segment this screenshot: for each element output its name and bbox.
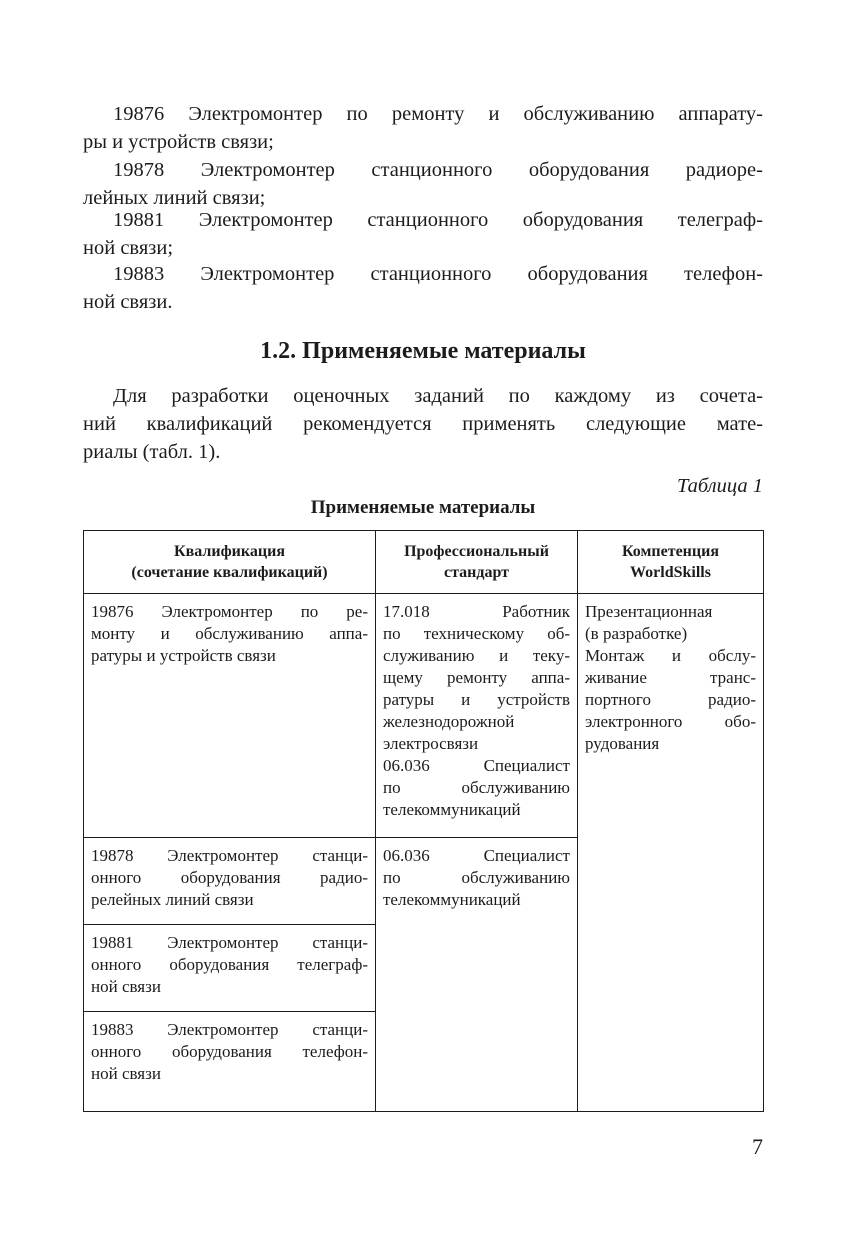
cell-line: электронного обо- bbox=[585, 712, 756, 731]
header-standard bbox=[376, 531, 578, 594]
cell-line: ной связи bbox=[91, 977, 161, 996]
header-competence-line2: WorldSkills bbox=[630, 564, 711, 581]
cell-line: 06.036 Специалист bbox=[383, 846, 570, 865]
header-standard-line2: стандарт bbox=[443, 564, 509, 581]
cell-line: 19878 Электромонтер станци- bbox=[91, 846, 368, 865]
cell-line: электросвязи bbox=[383, 734, 479, 753]
table-header-row bbox=[84, 531, 764, 594]
cell-line: щему ремонту аппа- bbox=[383, 668, 570, 687]
cell-line: ной связи bbox=[91, 1064, 161, 1083]
cell-line: 19881 Электромонтер станци- bbox=[91, 933, 368, 952]
cell-line: железнодорожной bbox=[383, 712, 515, 731]
body-paragraph-line: ний квалификаций рекомендуется применять следующие мате- bbox=[83, 413, 763, 435]
cell-line: онного оборудования телеграф- bbox=[91, 955, 368, 974]
qualification-cell-19876 bbox=[84, 594, 376, 838]
cell-line: 17.018 Работник bbox=[383, 602, 570, 621]
cell-line: 19883 Электромонтер станци- bbox=[91, 1020, 368, 1039]
cell-line: по обслуживанию bbox=[383, 868, 570, 887]
cell-line: по обслуживанию bbox=[383, 778, 570, 797]
cell-line: релейных линий связи bbox=[91, 890, 254, 909]
header-competence-line1: Компетенция bbox=[622, 543, 719, 560]
intro-item-line: лейных линий связи; bbox=[83, 187, 266, 209]
cell-line: портного радио- bbox=[585, 690, 756, 709]
body-paragraph-line: Для разработки оценочных заданий по каждому из сочета- bbox=[113, 385, 763, 407]
standard-cell-06036 bbox=[376, 838, 578, 1112]
intro-item-line: 19878 Электромонтер станционного оборудования радиоре- bbox=[113, 159, 763, 181]
standard-cell-17018 bbox=[376, 594, 578, 838]
cell-line: Презентационная bbox=[585, 602, 713, 621]
intro-item-19881 bbox=[83, 206, 763, 262]
cell-line: служиванию и теку- bbox=[383, 646, 570, 665]
intro-item-19876 bbox=[83, 100, 763, 156]
cell-line: Монтаж и обслу- bbox=[585, 646, 756, 665]
header-qualification-line1: Квалификация bbox=[174, 543, 285, 560]
table-row bbox=[84, 594, 764, 838]
page-number: 7 bbox=[752, 1134, 763, 1159]
intro-item-line: 19876 Электромонтер по ремонту и обслуживанию аппарату- bbox=[113, 103, 763, 125]
qualification-cell-19883 bbox=[84, 1012, 376, 1112]
cell-line: 06.036 Специалист bbox=[383, 756, 570, 775]
intro-item-line: 19883 Электромонтер станционного оборудования телефон- bbox=[113, 263, 763, 285]
header-qualification bbox=[84, 531, 376, 594]
cell-line: телекоммуникаций bbox=[383, 800, 521, 819]
cell-line: рудования bbox=[585, 734, 660, 753]
cell-line: (в разработке) bbox=[585, 624, 688, 643]
header-competence bbox=[578, 531, 764, 594]
cell-line: живание транс- bbox=[585, 668, 756, 687]
cell-line: 19876 Электромонтер по ре- bbox=[91, 602, 368, 621]
intro-item-line: 19881 Электромонтер станционного оборудования телеграф- bbox=[113, 209, 763, 231]
table-title: Применяемые материалы bbox=[310, 497, 536, 518]
header-qualification-line2: (сочетание квалификаций) bbox=[131, 564, 328, 581]
intro-item-line: ной связи; bbox=[83, 237, 174, 259]
cell-line: ратуры и устройств bbox=[383, 690, 570, 709]
header-standard-line1: Профессиональный bbox=[404, 543, 549, 560]
intro-item-19878 bbox=[83, 156, 763, 212]
cell-line: монту и обслуживанию аппа- bbox=[91, 624, 368, 643]
qualification-cell-19881 bbox=[84, 925, 376, 1012]
cell-line: ратуры и устройств связи bbox=[91, 646, 276, 665]
intro-item-line: ры и устройств связи; bbox=[83, 131, 274, 153]
competence-cell bbox=[578, 594, 764, 1112]
cell-line: по техническому об- bbox=[383, 624, 570, 643]
section-heading: 1.2. Применяемые материалы bbox=[260, 338, 586, 364]
body-paragraph bbox=[83, 382, 763, 466]
materials-table bbox=[83, 530, 764, 1112]
table-label: Таблица 1 bbox=[676, 475, 763, 497]
cell-line: онного оборудования телефон- bbox=[91, 1042, 368, 1061]
body-paragraph-line: риалы (табл. 1). bbox=[83, 441, 221, 463]
cell-line: онного оборудования радио- bbox=[91, 868, 368, 887]
cell-line: телекоммуникаций bbox=[383, 890, 521, 909]
qualification-cell-19878 bbox=[84, 838, 376, 925]
intro-item-line: ной связи. bbox=[83, 291, 173, 313]
intro-item-19883 bbox=[83, 260, 763, 316]
